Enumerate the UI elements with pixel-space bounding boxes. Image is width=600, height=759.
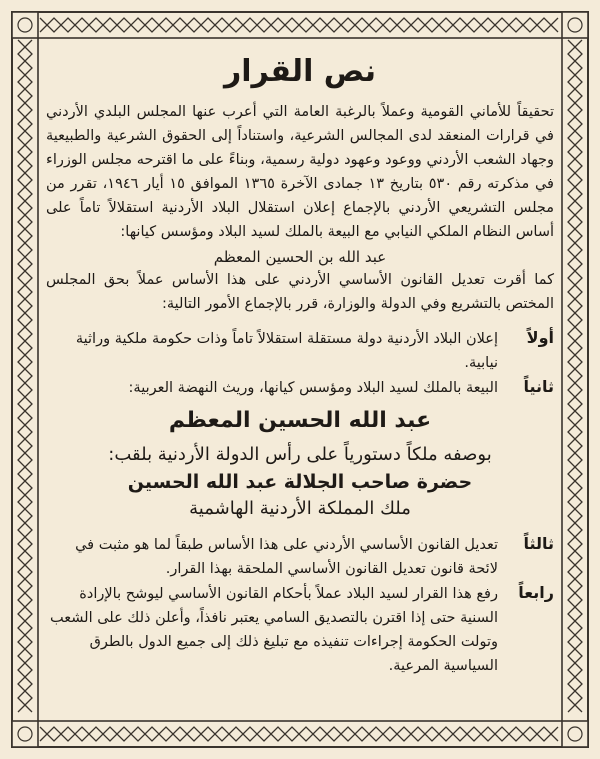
royal-line-3: ملك المملكة الأردنية الهاشمية [189,498,411,519]
border-braid [40,18,558,32]
clause-text: البيعة بالملك لسيد البلاد ومؤسس كيانها، وريث النهضة العربية: [128,380,498,396]
intro-paragraph: تحقيقاً للأماني القومية وعملاً بالرغبة العامة التي أعرب عنها المجلس البلدي الأردني في قرارات المنعقد لدى المجالس الشرعية، واستناداً إلى الحقوق الشرعية والطبيعية وجهاد الشعب الأردني ووعود وعهود دولية رسمية، وبناءً على ما اقترحه مجلس الوزراء في مذكرته رقم ٥٣٠ بتاريخ ١٣ جمادى الآخرة ١٣٦٥ الموافق ١٥ أيار ١٩٤٦، تقرر من مجلس التشريعي الأردني بالإجماع إعلان استقلال البلاد الأردنية استقلالاً تاماً على أساس النظام الملكي النيابي مع البيعة بالملك لسيد البلاد ومؤسس كيانها: [46,104,554,240]
clause-2 [46,375,554,400]
clause-label: ثانياً [523,377,554,396]
king-name: عبد الله بن الحسين المعظم [213,248,387,266]
royal-name: عبد الله الحسين المعظم [168,408,432,433]
clause-text: رفع هذا القرار لسيد البلاد عملاً بأحكام القانون الأساسي ليوشح بالإرادة السنية حتى إذا اقترن بالتصديق السامي يعتبر نافذاً، وأعلن ذلك على الشعب وتولت الحكومة إجراءات تنفيذه مع تبليغ ذلك إلى جميع الدول بالطرق السياسية المرعية. [50,586,498,674]
clause-label: رابعاً [518,583,554,602]
clause-1 [46,326,554,375]
clause-4 [46,581,554,678]
clause-label: أولاً [526,328,554,347]
royal-line-2: حضرة صاحب الجلالة عبد الله الحسين [127,471,473,493]
clause-label: ثالثاً [523,534,554,553]
intro-paragraph-2: كما أقرت تعديل القانون الأساسي الأردني على هذا الأساس عملاً بحق المجلس المختص بالتشريع وفي الدولة والوزارة، قرر بالإجماع الأمور التالية: [46,272,554,312]
border-braid [40,727,558,741]
clause-3 [46,532,554,581]
clause-text: تعديل القانون الأساسي الأردني على هذا الأساس طبقاً لما هو مثبت في لائحة قانون تعديل القانون الأساسي الملحقة بهذا القرار. [75,537,498,577]
clause-text: إعلان البلاد الأردنية دولة مستقلة استقلالاً تاماً وذات حكومة ملكية وراثية نيابية. [75,331,498,371]
document-title: نص القرار [224,54,376,89]
royal-line-1: بوصفه ملكاً دستورياً على رأس الدولة الأردنية بلقب: [108,444,492,465]
document-body [46,46,554,711]
